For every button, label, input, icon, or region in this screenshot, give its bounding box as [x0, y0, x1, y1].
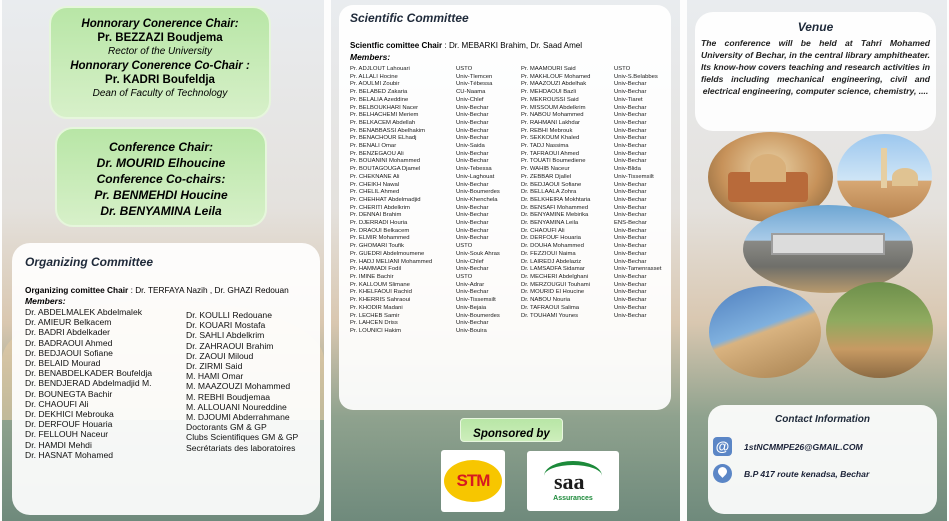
middle-panel [331, 0, 680, 521]
organizing-member: Dr. ABDELMALEK Abdelmalek [25, 307, 143, 317]
scientific-member-university: Univ-Chlef [456, 96, 484, 103]
organizing-member: M. DJOUMI Abderrahmane [186, 412, 290, 423]
organizing-members-left [25, 307, 152, 460]
organizing-chair-value: : Dr. TERFAYA Nazih , Dr. GHAZI Redouan [130, 285, 289, 295]
scientific-member-name: Pr. DRAOUI Belkacem [350, 227, 410, 234]
scientific-member-university: Univ-Tamenrasset [614, 266, 662, 273]
photo-river-dunes [709, 286, 821, 378]
scientific-member-university: USTO [456, 66, 473, 72]
scientific-member-name: Pr. WAHIB Naceur [521, 166, 570, 173]
scientific-member-university: USTO [614, 66, 631, 72]
contact-email[interactable]: 1stNCMMPE26@GMAIL.COM [744, 442, 863, 452]
organizing-members-right [186, 310, 298, 453]
scientific-member-university: Univ-Chlef [456, 258, 484, 265]
scientific-member-name: Pr. GHOMARI Toufik [350, 243, 404, 250]
venue-text: The conference will be held at Tahri Mohamed University of Bechar, in the central library amphitheater. Its know-how covers teaching and research activities in fields including mechanical engineering, civil and electrical engineering, computer science, chemistry, .... [701, 38, 930, 96]
organizing-member: Dr. BEDJAOUI Sofiane [25, 347, 113, 358]
scientific-member-name: Pr. CHEIKH Nawal [350, 181, 400, 188]
organizing-committee-card [12, 243, 320, 515]
saa-logo-mark [544, 461, 602, 495]
scientific-member-university: CU-Naama [456, 89, 486, 96]
organizing-member: M. REBHI Boudjemaa [186, 391, 271, 402]
scientific-member-name: Pr. BELKACEM Abdellah [350, 119, 416, 126]
scientific-member-university: Univ-Bechar [614, 297, 647, 304]
organizing-chair-line [25, 285, 289, 295]
scientific-member-name: Dr. BENSAFI Mohammed [521, 204, 589, 211]
scientific-member-university: Univ-Bechar [456, 104, 489, 111]
organizing-member: M. HAMI Omar [186, 371, 244, 382]
stm-logo [441, 450, 505, 512]
scientific-member-university: Univ-Bechar [614, 258, 647, 265]
scientific-member-name: Dr. DERFOUF Houaria [521, 235, 581, 242]
organizing-member: Dr. DERFOUF Houaria [25, 419, 113, 430]
scientific-member-name: Pr. TAFRAOUI Ahmed [521, 150, 580, 157]
scientific-member-name: Pr. AOULMI Zoubir [350, 81, 400, 88]
scientific-member-name: Dr. BENYAMINE Mebirika [521, 212, 589, 219]
scientific-member-name: Pr. BENABBASSI Abelhakim [350, 127, 425, 134]
scientific-member-university: Univ-Blida [614, 166, 641, 173]
scientific-member-name: Dr. MOURID El Houcine [521, 289, 585, 296]
honorary-chair-role: Rector of the University [108, 46, 212, 57]
organizing-member: Secrétariats des laboratoires [186, 442, 296, 453]
organizing-member: Dr. SAHLI Abdelkrim [186, 330, 265, 341]
saa-logo [527, 451, 619, 511]
honorary-cochair-title: Honnorary Conerence Co-Chair : [70, 60, 250, 72]
scientific-member-name: Pr. ADJLOUT Lahouari [350, 66, 410, 72]
scientific-member-name: Dr. DOUHA Mohammed [521, 243, 584, 250]
organizing-member: Dr. BENDJERAD Abdelmadjid M. [25, 378, 152, 389]
sponsored-by-title: Sponsored by [473, 428, 550, 440]
sponsored-by-banner [460, 418, 563, 442]
conference-chairs-card [55, 127, 267, 227]
organizing-member: Doctorants GM & GP [186, 422, 267, 433]
organizing-member: Dr. HAMDI Mehdi [25, 439, 92, 450]
scientific-col2-names [521, 66, 590, 320]
scientific-member-name: Pr. MAAMOURI Said [521, 66, 576, 72]
scientific-member-name: Pr. NABOU Mohammed [521, 112, 584, 119]
scientific-member-university: Univ-Bechar [456, 135, 489, 142]
scientific-member-university: Univ-Bechar [456, 204, 489, 211]
scientific-member-university: Univ-Bechar [456, 220, 489, 227]
scientific-member-university: Univ-Bechar [614, 289, 647, 296]
scientific-member-name: Dr. MECHERI Abdelghani [521, 273, 589, 280]
scientific-member-university: Univ-Bechar [614, 135, 647, 142]
scientific-member-university: Univ-Bechar [456, 112, 489, 119]
organizing-member: M. ALLOUANI Noureddine [186, 401, 287, 412]
scientific-member-name: Pr. MEKROUSSI Said [521, 96, 579, 103]
scientific-col2-universities [614, 66, 661, 320]
scientific-member-name: Pr. BELBOUKHARI Nacer [350, 104, 419, 111]
scientific-member-university: Univ-Bechar [614, 304, 647, 311]
scientific-member-name: Pr. HAMMADI Fodil [350, 266, 402, 273]
scientific-member-name: Pr. GUEDRI Abdelmoumene [350, 250, 425, 257]
organizing-member: Dr. BOUNEGTA Bachir [25, 388, 113, 399]
scientific-member-university: Univ-S.Belabbes [614, 73, 658, 80]
scientific-member-university: Univ-Bechar [456, 320, 489, 327]
photo-gate-shape [771, 233, 885, 255]
scientific-chair-label: Scientfic comittee Chair [350, 41, 443, 50]
scientific-member-university: Univ-Bechar [614, 273, 647, 280]
scientific-col1-universities [456, 66, 500, 336]
scientific-member-university: Univ-Tébessa [456, 81, 493, 88]
scientific-member-university: Univ-Bechar [614, 127, 647, 134]
scientific-member-name: Pr. MEHDAOUI Bazli [521, 89, 576, 96]
contact-address: B.P 417 route kenadsa, Bechar [744, 469, 870, 479]
scientific-member-name: Pr. BELHACHEMI Meriem [350, 112, 419, 119]
pin-shape [716, 465, 729, 478]
photo-palm-cliffs [826, 282, 933, 378]
scientific-member-name: Pr. CHERITI Abdelkrim [350, 204, 410, 211]
scientific-member-university: Univ-Bechar [614, 112, 647, 119]
scientific-member-university: USTO [456, 243, 473, 250]
organizing-member: Clubs Scientifiques GM & GP [186, 432, 299, 443]
saa-logo-text: saa [554, 468, 585, 494]
contact-title: Contact Information [775, 414, 870, 425]
scientific-member-university: Univ-Bechar [614, 250, 647, 257]
organizing-member: Dr. AMIEUR Belkacem [25, 317, 112, 328]
scientific-member-name: Pr. TOUATI Boumediene [521, 158, 586, 165]
scientific-member-university: Univ-Bechar [614, 281, 647, 288]
honorary-cochair-name: Pr. KADRI Boufeldja [105, 74, 215, 86]
scientific-member-name: Pr. TADJ Nassima [521, 143, 569, 150]
scientific-member-university: USTO [456, 273, 473, 280]
scientific-title: Scientific Committee [350, 11, 469, 25]
scientific-col1-names [350, 66, 432, 336]
organizing-member: Dr. BENABDELKADER Boufeldja [25, 368, 153, 379]
stm-logo-mark [444, 460, 502, 502]
scientific-members-label: Members: [350, 52, 391, 62]
scientific-member-name: Pr. REBHI Mebrouk [521, 127, 573, 134]
scientific-member-university: Univ-Tissemsilt [456, 297, 496, 304]
scientific-member-name: Pr. CHEKNANE Ali [350, 173, 400, 180]
scientific-member-name: Dr. BEDJAOUI Sofiane [521, 181, 582, 188]
scientific-member-university: Univ-Bechar [456, 212, 489, 219]
scientific-member-university: Univ-Bechar [614, 227, 647, 234]
organizing-member: Dr. BADRI Abdelkader [25, 327, 111, 338]
scientific-member-name: Dr. CHAOUFI Ali [521, 227, 565, 234]
scientific-member-name: Dr. NABOU Nouria [521, 297, 571, 304]
venue-card [695, 12, 936, 131]
scientific-member-name: Pr. BENACHOUR ELhadj [350, 135, 417, 142]
conference-cochair-1: Pr. BENMEHDI Houcine [94, 188, 228, 202]
organizing-member: Dr. KOUARI Mostafa [186, 320, 266, 331]
scientific-member-university: ENS-Bechar [614, 220, 647, 227]
scientific-member-name: Dr. BENYAMINA Leila [521, 220, 579, 227]
scientific-member-university: Univ-Bechar [614, 204, 647, 211]
contact-card [708, 405, 937, 514]
scientific-committee-card [339, 5, 671, 410]
organizing-members-label: Members: [25, 296, 66, 306]
scientific-member-university: Univ-Bechar [456, 227, 489, 234]
scientific-member-university: Univ-Bechar [456, 289, 489, 296]
stm-logo-text: STM [456, 471, 490, 490]
scientific-member-name: Dr. TOUHAMI Younes [521, 312, 579, 319]
scientific-member-name: Dr. LAIREDJ Abdelaziz [521, 258, 582, 265]
scientific-member-university: Univ-Bejaia [456, 304, 487, 311]
right-panel [687, 0, 947, 521]
saa-logo-subtext: Assurances [553, 494, 593, 502]
scientific-member-university: Univ-Bechar [614, 312, 647, 319]
scientific-member-name: Dr. TAFRAOUI Salima [521, 304, 580, 311]
photo-minaret-shape [881, 148, 887, 188]
scientific-member-university: Univ-Laghouat [456, 173, 495, 180]
scientific-member-name: Dr. BELLAALA Zohra [521, 189, 577, 196]
scientific-member-university: Univ-Adrar [456, 281, 485, 288]
organizing-member: M. MAAZOUZI Mohammed [186, 381, 291, 392]
conference-chair-name: Dr. MOURID Elhoucine [96, 156, 226, 170]
scientific-member-name: Pr. BOUTAGOUGA Djamel [350, 166, 421, 173]
scientific-member-name: Pr. HADJ MELIANI Mohammed [350, 258, 433, 265]
scientific-member-name: Pr. BELALIA Azeddine [350, 96, 409, 103]
scientific-member-university: Univ-Bechar [614, 104, 647, 111]
scientific-member-university: Univ-Bechar [456, 150, 489, 157]
organizing-member: Dr. CHAOUFI Ali [25, 398, 89, 409]
honorary-chairs-card [49, 6, 271, 119]
conference-cochairs-title: Conference Co-chairs: [96, 172, 226, 186]
scientific-member-university: Univ-Bechar [614, 235, 647, 242]
scientific-member-university: Univ-Bechar [456, 158, 489, 165]
scientific-member-university: Univ-Bechar [614, 189, 647, 196]
scientific-member-name: Pr. MAAZOUZI Abdelhak [521, 81, 587, 88]
organizing-member: Dr. KOULLI Redouane [186, 310, 272, 320]
organizing-member: Dr. ZAOUI Miloud [186, 350, 254, 361]
organizing-title: Organizing Committee [25, 255, 154, 269]
scientific-member-name: Pr. MAKHLOUF Mohamed [521, 73, 591, 80]
venue-title: Venue [797, 20, 834, 34]
scientific-member-name: Pr. SEKKOUM Khaled [521, 135, 580, 142]
scientific-member-university: Univ-Tiaret [614, 96, 643, 103]
scientific-member-name: Pr. IMINE Bachir [350, 273, 394, 280]
scientific-member-name: Pr. BELABED Zakaria [350, 89, 408, 96]
scientific-member-university: Univ-Bechar [614, 196, 647, 203]
scientific-member-university: Univ-Bechar [456, 127, 489, 134]
scientific-member-name: Dr. BELKHEIRA Mokhtaria [521, 196, 591, 203]
scientific-member-name: Pr. CHEHHAT Abdelmadjid [350, 196, 421, 203]
scientific-member-name: Pr. BOUANINI Mohammed [350, 158, 421, 165]
at-sign-icon: @ [713, 437, 732, 456]
scientific-member-university: Univ-Bechar [614, 119, 647, 126]
scientific-member-name: Pr. ALLALI Hocine [350, 73, 398, 80]
scientific-member-name: Pr. CHELIL Ahmed [350, 189, 400, 196]
scientific-member-university: Univ-Bechar [614, 212, 647, 219]
organizing-member: Dr. BELAID Mourad [25, 358, 101, 369]
scientific-chair-line [350, 41, 582, 50]
scientific-chair-value: : Dr. MEBARKI Brahim, Dr. Saad Amel [444, 41, 583, 50]
scientific-member-university: Univ-Bechar [614, 181, 647, 188]
scientific-member-name: Pr. ZEBBAR Djallel [521, 173, 572, 180]
scientific-member-name: Pr. KALLOUM Slimane [350, 281, 410, 288]
organizing-member: Dr. HASNAT Mohamed [25, 449, 114, 460]
honorary-chair-title: Honnorary Conerence Chair: [81, 18, 239, 30]
scientific-member-name: Pr. ELMIR Mohammed [350, 235, 410, 242]
scientific-member-university: Univ-Bouira [456, 327, 487, 334]
scientific-member-university: Univ-Bechar [456, 266, 489, 273]
scientific-member-university: Univ-Tissemsilt [614, 173, 654, 180]
scientific-member-university: Univ-Boumerdes [456, 312, 500, 319]
conference-cochair-2: Dr. BENYAMINA Leila [100, 204, 222, 218]
scientific-member-name: Pr. RAHMANI Lakhdar [521, 119, 580, 126]
scientific-member-name: Dr. FEZZIOUI Naima [521, 250, 576, 257]
photo-mosque [837, 134, 932, 218]
organizing-chair-label: Organizing comittee Chair [25, 285, 129, 295]
scientific-member-name: Pr. KHODIR Madani [350, 304, 403, 311]
scientific-member-name: Pr. KHERRIS Sahraoui [350, 297, 411, 304]
scientific-member-university: Univ-Bechar [614, 81, 647, 88]
scientific-member-university: Univ-Saida [456, 143, 485, 150]
photo-university-gate [743, 205, 913, 293]
scientific-member-university: Univ-Bechar [456, 181, 489, 188]
scientific-member-university: Univ-Bechar [614, 243, 647, 250]
scientific-member-name: Pr. DENNAI Brahim [350, 212, 402, 219]
scientific-member-name: Pr. BENALI Omar [350, 143, 397, 150]
organizing-member: Dr. FELLOUH Naceur [25, 429, 109, 440]
scientific-member-name: Pr. LECHEB Samir [350, 312, 400, 319]
scientific-member-university: Univ-Souk Ahras [456, 250, 500, 257]
organizing-member: Dr. DEKHICI Mebrouka [25, 409, 114, 420]
scientific-member-name: Pr. BENZEGAOU Ali [350, 150, 404, 157]
scientific-member-university: Univ-Bechar [614, 150, 647, 157]
left-panel [2, 0, 324, 521]
photo-dome-shape [892, 168, 918, 186]
scientific-member-name: Pr. KHELFAOUI Rachid [350, 289, 412, 296]
organizing-member: Dr. ZIRMI Said [186, 361, 243, 372]
scientific-member-name: Pr. LAHCEN Driss [350, 320, 398, 327]
photo-arch-shape [750, 154, 786, 182]
scientific-member-university: Univ-Bechar [614, 89, 647, 96]
scientific-member-name: Dr. MERZOUGUI Touhami [521, 281, 590, 288]
scientific-member-university: Univ-Bechar [614, 143, 647, 150]
scientific-member-university: Univ-Bechar [614, 158, 647, 165]
organizing-member: Dr. BADRAOUI Ahmed [25, 337, 113, 348]
organizing-member: Dr. ZAHRAOUI Brahim [186, 340, 274, 351]
scientific-member-university: Univ-Tlemcen [456, 73, 493, 80]
scientific-member-name: Pr. LOUNICI Hakim [350, 327, 402, 334]
honorary-chair-name: Pr. BEZZAZI Boudjema [97, 32, 223, 44]
scientific-member-name: Dr. LAMSADFA Sidamar [521, 266, 585, 273]
scientific-member-university: Univ-Boumerdes [456, 189, 500, 196]
scientific-member-university: Univ-Bechar [456, 235, 489, 242]
honorary-cochair-role: Dean of Faculty of Technology [92, 88, 228, 99]
scientific-member-university: Univ-Khenchela [456, 196, 498, 203]
conference-chair-title: Conference Chair: [108, 140, 214, 154]
location-pin-icon [713, 464, 732, 483]
scientific-member-university: Univ-Bechar [456, 119, 489, 126]
scientific-member-name: Pr. DJERRADI Houria [350, 220, 408, 227]
scientific-member-name: Pr. MISSOUM Abdelkrim [521, 104, 586, 111]
scientific-member-university: Univ-Tebessa [456, 166, 492, 173]
